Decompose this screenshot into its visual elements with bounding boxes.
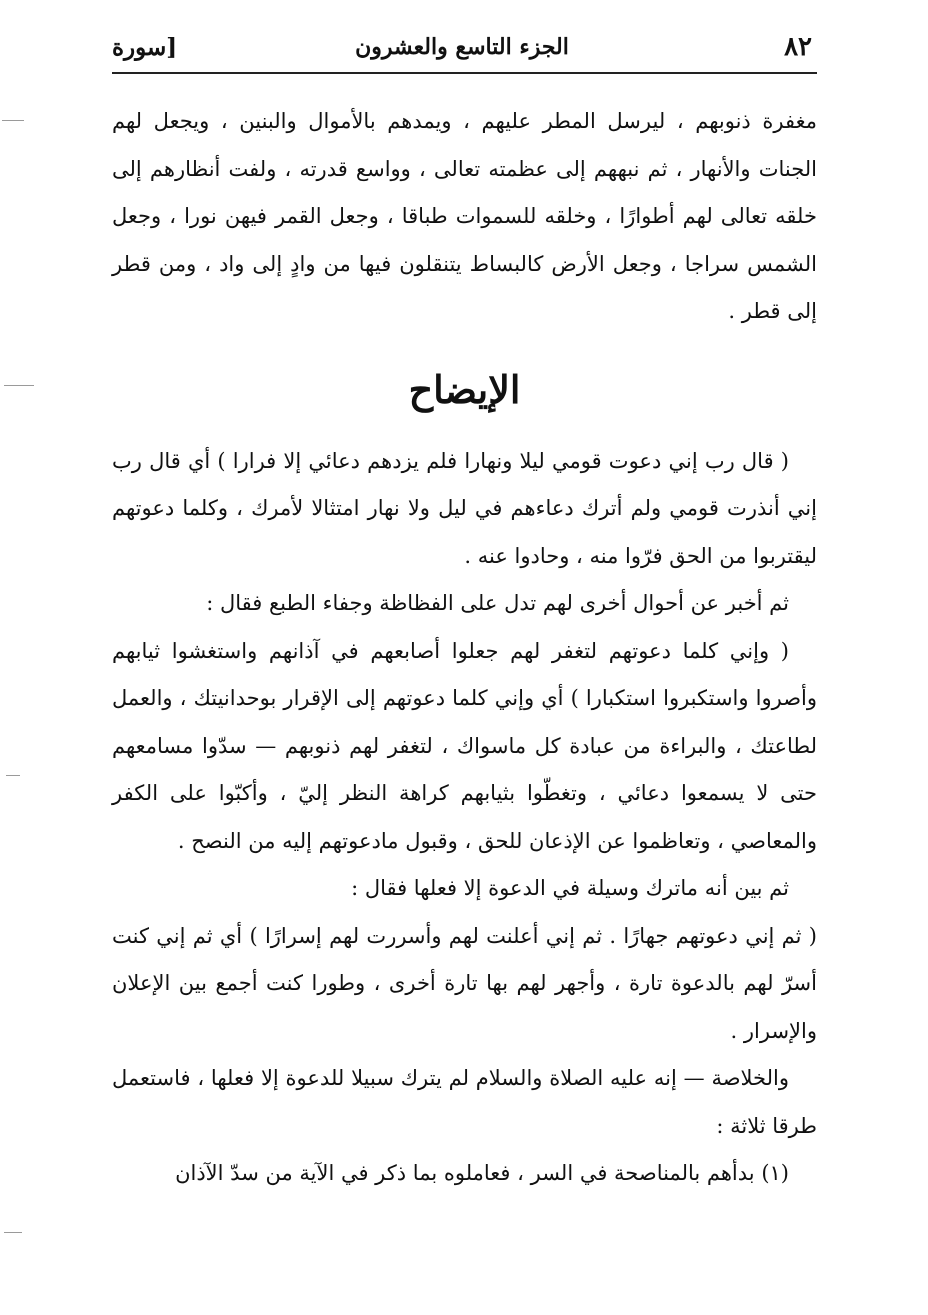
paragraph-summary: مغفرة ذنوبهم ، ليرسل المطر عليهم ، ويمدهم بالأموال والبنين ، ويجعل لهم الجنات والأنهار ، ثم نبههم إلى عظمته تعالى ، وواسع قدرته ، ولفت أنظارهم إلى خلقه تعالى لهم أطوارًا ، وخلقه للسموات طباقا ، وجعل القمر فيهن نورا ، وجعل الشمس سراجا ، وجعل الأرض كالبساط يتنقلون فيها من وادٍ إلى واد ، ومن قطر إلى قطر . <box>112 109 817 323</box>
scan-margin-mark <box>2 120 24 121</box>
header-rule <box>112 72 817 74</box>
section-title: الإيضاح <box>408 366 521 412</box>
paragraph-verse-1: ( قال رب إني دعوت قومي ليلا ونهارا فلم يزدهم دعائي إلا فرارا ) أي قال رب إني أنذرت قومي ولم أترك دعاءهم في ليل ولا نهار امتثالا لأمرك ، وكلما دعوتهم ليقتربوا من الحق فرّوا منه ، وحادوا عنه . <box>112 448 817 568</box>
paragraph-verse-3: ( ثم إني دعوتهم جهارًا . ثم إني أعلنت لهم وأسررت لهم إسرارًا ) أي ثم إني كنت أسرّ لهم بالدعوة تارة ، وأجهر لهم بها تارة أخرى ، وطورا كنت أجمع بين الإعلان والإسرار . <box>112 923 817 1043</box>
paragraph-transition-1: ثم أخبر عن أحوال أخرى لهم تدل على الفظاظة وجفاء الطبع فقال : <box>206 591 789 615</box>
paragraph-verse-2: ( وإني كلما دعوتهم لتغفر لهم جعلوا أصابعهم في آذانهم واستغشوا ثيابهم وأصروا واستكبروا استكبارا ) أي وإني كلما دعوتهم إلى الإقرار بوحدانيتك ، والعمل لطاعتك ، والبراءة من عبادة كل ماسواك ، لتغفر لهم ذنوبهم — سدّوا مسامعهم حتى لا يسمعوا دعائي ، وتغطّوا بثيابهم كراهة النظر إليّ ، وأكبّوا على الكفر والمعاصي ، وتعاظموا عن الإذعان للحق ، وقبول مادعوتهم إليه من النصح . <box>112 638 817 853</box>
paragraph-conclusion: والخلاصة — إنه عليه الصلاة والسلام لم يترك سبيلا للدعوة إلا فعلها ، فاستعمل طرقا ثلاثة : <box>112 1066 817 1138</box>
paragraph-point-1: (١) بدأهم بالمناصحة في السر ، فعاملوه بما ذكر في الآية من سدّ الآذان <box>175 1161 789 1185</box>
surah-label: [سورة <box>112 34 178 61</box>
running-title: الجزء التاسع والعشرون <box>355 34 569 60</box>
scan-margin-mark <box>4 1232 22 1233</box>
page-body <box>112 98 817 1198</box>
scan-margin-mark <box>4 385 34 386</box>
scan-margin-mark <box>6 775 20 776</box>
page-header <box>112 28 812 68</box>
paragraph-transition-2: ثم بين أنه ماترك وسيلة في الدعوة إلا فعلها فقال : <box>351 876 789 900</box>
page-number: ٨٢ <box>784 32 812 62</box>
